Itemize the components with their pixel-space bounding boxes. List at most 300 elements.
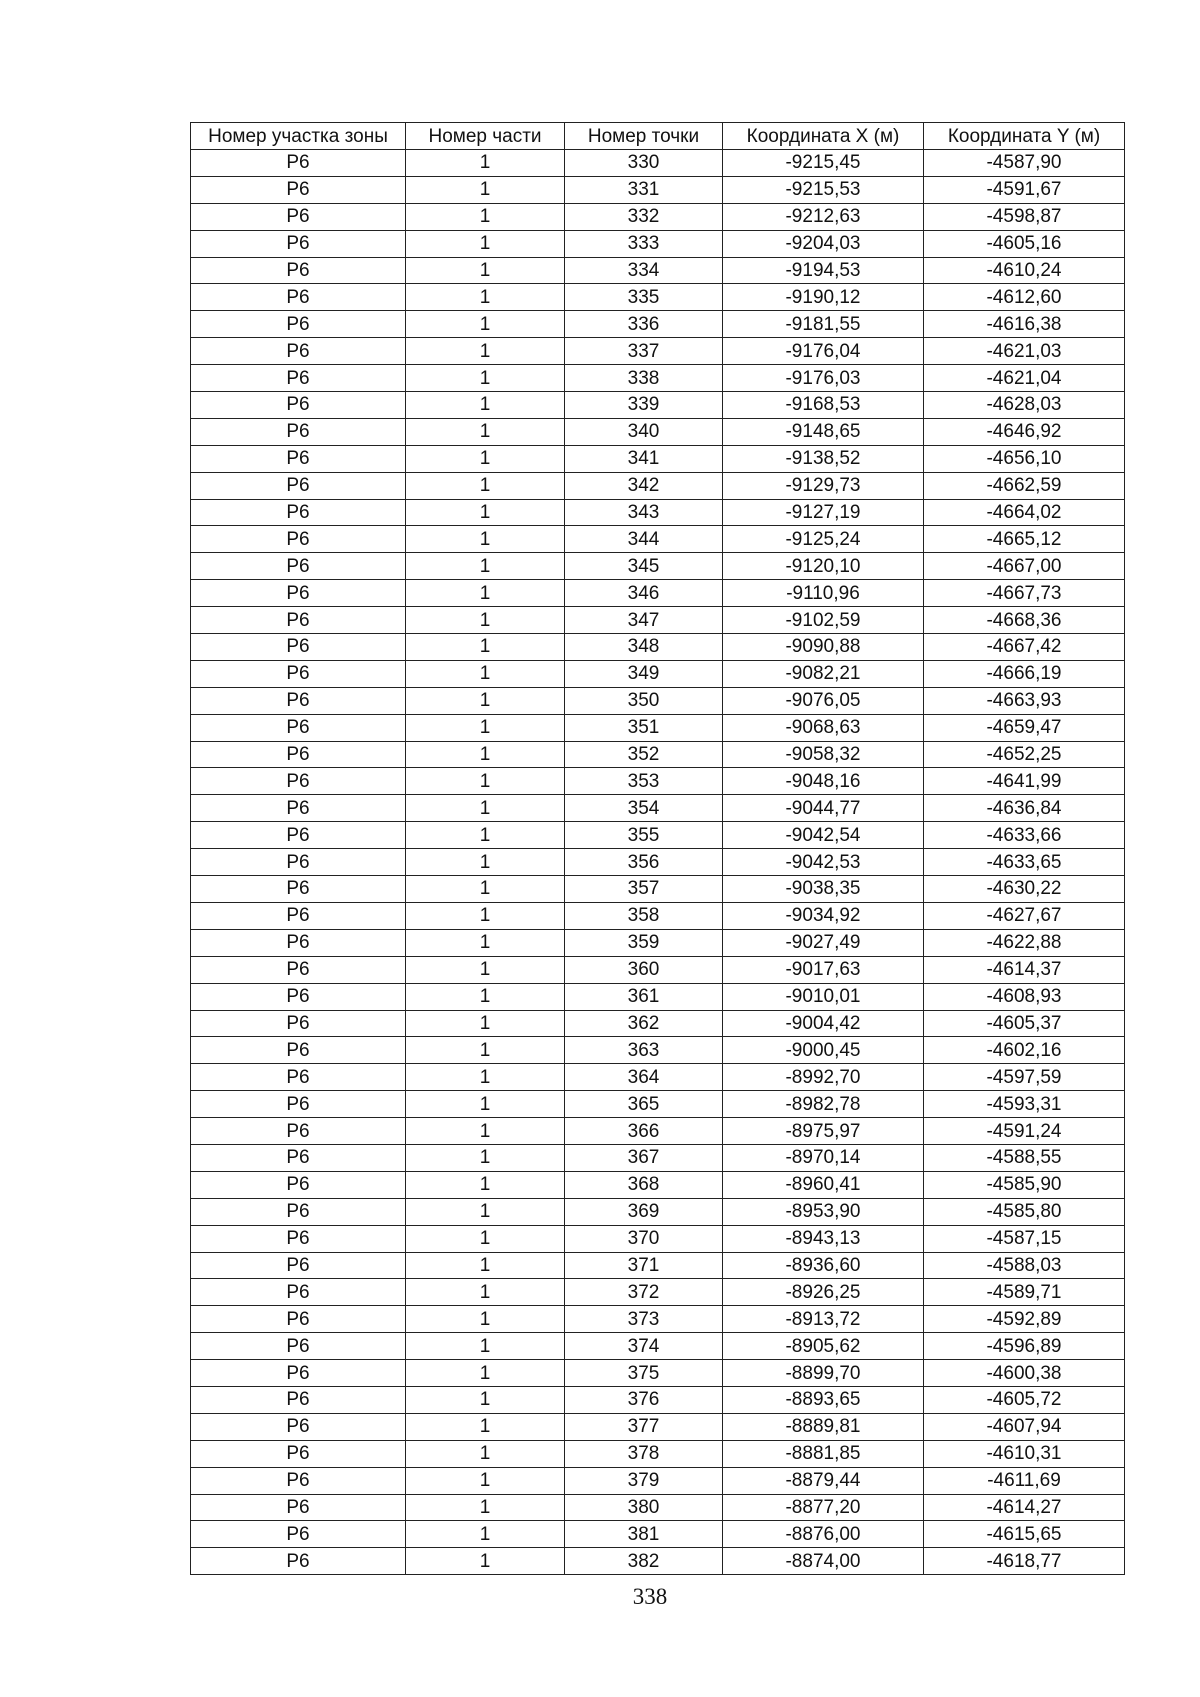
coordinate-x-cell: -9010,01 — [723, 983, 924, 1010]
coordinate-x-cell: -8899,70 — [723, 1360, 924, 1387]
zone-section-cell: Р6 — [191, 365, 406, 392]
zone-section-cell: Р6 — [191, 284, 406, 311]
coordinate-y-cell: -4607,94 — [924, 1413, 1125, 1440]
point-number-cell: 381 — [565, 1521, 723, 1548]
table-row — [191, 1171, 1125, 1198]
zone-section-cell: Р6 — [191, 1118, 406, 1145]
table-row — [191, 1440, 1125, 1467]
zone-section-cell: Р6 — [191, 849, 406, 876]
coordinate-y-cell: -4666,19 — [924, 660, 1125, 687]
coordinate-y-cell: -4587,90 — [924, 150, 1125, 177]
part-number-cell: 1 — [406, 634, 565, 661]
zone-section-cell: Р6 — [191, 203, 406, 230]
table-row — [191, 418, 1125, 445]
point-number-cell: 333 — [565, 230, 723, 257]
part-number-cell: 1 — [406, 1037, 565, 1064]
point-number-cell: 368 — [565, 1171, 723, 1198]
point-number-cell: 342 — [565, 472, 723, 499]
table-row — [191, 1413, 1125, 1440]
coordinate-x-cell: -9190,12 — [723, 284, 924, 311]
zone-section-cell: Р6 — [191, 687, 406, 714]
coordinate-x-cell: -8889,81 — [723, 1413, 924, 1440]
coordinate-x-cell: -9004,42 — [723, 1010, 924, 1037]
table-row — [191, 1198, 1125, 1225]
zone-section-cell: Р6 — [191, 311, 406, 338]
table-row — [191, 714, 1125, 741]
zone-section-cell: Р6 — [191, 526, 406, 553]
part-number-cell: 1 — [406, 1225, 565, 1252]
coordinate-y-cell: -4641,99 — [924, 768, 1125, 795]
part-number-cell: 1 — [406, 822, 565, 849]
point-number-cell: 367 — [565, 1144, 723, 1171]
coordinate-y-cell: -4627,67 — [924, 902, 1125, 929]
part-number-cell: 1 — [406, 902, 565, 929]
zone-section-cell: Р6 — [191, 1037, 406, 1064]
point-number-cell: 364 — [565, 1064, 723, 1091]
coordinate-x-cell: -9110,96 — [723, 580, 924, 607]
coordinate-y-cell: -4605,37 — [924, 1010, 1125, 1037]
part-number-cell: 1 — [406, 687, 565, 714]
part-number-cell: 1 — [406, 392, 565, 419]
table-row — [191, 929, 1125, 956]
zone-section-cell: Р6 — [191, 1198, 406, 1225]
coordinate-y-cell: -4614,27 — [924, 1494, 1125, 1521]
point-number-cell: 334 — [565, 257, 723, 284]
table-row — [191, 1118, 1125, 1145]
point-number-cell: 379 — [565, 1467, 723, 1494]
part-number-cell: 1 — [406, 257, 565, 284]
coordinate-x-cell: -9102,59 — [723, 607, 924, 634]
table-row — [191, 526, 1125, 553]
table-row — [191, 1386, 1125, 1413]
point-number-cell: 344 — [565, 526, 723, 553]
part-number-cell: 1 — [406, 714, 565, 741]
table-row — [191, 499, 1125, 526]
coordinate-y-cell: -4591,67 — [924, 176, 1125, 203]
coordinate-x-cell: -8992,70 — [723, 1064, 924, 1091]
coordinate-x-cell: -9017,63 — [723, 956, 924, 983]
point-number-cell: 337 — [565, 338, 723, 365]
coordinate-y-cell: -4636,84 — [924, 795, 1125, 822]
table-row — [191, 687, 1125, 714]
point-number-cell: 363 — [565, 1037, 723, 1064]
table-body — [191, 150, 1125, 1575]
part-number-cell: 1 — [406, 956, 565, 983]
coordinate-x-cell: -8874,00 — [723, 1548, 924, 1575]
coordinate-y-cell: -4618,77 — [924, 1548, 1125, 1575]
coordinate-y-cell: -4662,59 — [924, 472, 1125, 499]
point-number-cell: 336 — [565, 311, 723, 338]
point-number-cell: 359 — [565, 929, 723, 956]
coordinate-x-cell: -9042,53 — [723, 849, 924, 876]
part-number-cell: 1 — [406, 1494, 565, 1521]
coordinate-y-cell: -4585,80 — [924, 1198, 1125, 1225]
table-row — [191, 176, 1125, 203]
table-row — [191, 876, 1125, 903]
coordinate-y-cell: -4588,03 — [924, 1252, 1125, 1279]
coordinate-y-cell: -4587,15 — [924, 1225, 1125, 1252]
header-row — [191, 123, 1125, 150]
coordinate-y-cell: -4646,92 — [924, 418, 1125, 445]
table-row — [191, 1225, 1125, 1252]
zone-section-cell: Р6 — [191, 1386, 406, 1413]
part-number-cell: 1 — [406, 849, 565, 876]
coordinate-x-cell: -8943,13 — [723, 1225, 924, 1252]
point-number-cell: 353 — [565, 768, 723, 795]
table-row — [191, 365, 1125, 392]
table-row — [191, 1144, 1125, 1171]
part-number-cell: 1 — [406, 1521, 565, 1548]
table-row — [191, 1548, 1125, 1575]
table-row — [191, 1494, 1125, 1521]
coordinate-y-cell: -4610,31 — [924, 1440, 1125, 1467]
table-row — [191, 902, 1125, 929]
coordinate-y-cell: -4665,12 — [924, 526, 1125, 553]
zone-section-cell: Р6 — [191, 1091, 406, 1118]
zone-section-cell: Р6 — [191, 150, 406, 177]
table-row — [191, 1360, 1125, 1387]
coordinate-y-cell: -4600,38 — [924, 1360, 1125, 1387]
table-row — [191, 472, 1125, 499]
part-number-cell: 1 — [406, 150, 565, 177]
table-row — [191, 392, 1125, 419]
table-row — [191, 257, 1125, 284]
coordinate-y-cell: -4612,60 — [924, 284, 1125, 311]
zone-section-cell: Р6 — [191, 1494, 406, 1521]
table-row — [191, 553, 1125, 580]
table-row — [191, 1037, 1125, 1064]
coordinate-x-cell: -9000,45 — [723, 1037, 924, 1064]
part-number-cell: 1 — [406, 1118, 565, 1145]
coordinate-x-cell: -9058,32 — [723, 741, 924, 768]
table-row — [191, 822, 1125, 849]
coordinate-y-cell: -4615,65 — [924, 1521, 1125, 1548]
part-number-cell: 1 — [406, 1440, 565, 1467]
part-number-cell: 1 — [406, 365, 565, 392]
zone-section-cell: Р6 — [191, 876, 406, 903]
zone-section-cell: Р6 — [191, 580, 406, 607]
table-header — [191, 123, 1125, 150]
coordinate-x-cell: -9168,53 — [723, 392, 924, 419]
table-row — [191, 983, 1125, 1010]
point-number-cell: 378 — [565, 1440, 723, 1467]
coordinate-x-cell: -8953,90 — [723, 1198, 924, 1225]
table-row — [191, 768, 1125, 795]
part-number-cell: 1 — [406, 230, 565, 257]
coordinate-y-cell: -4621,04 — [924, 365, 1125, 392]
part-number-cell: 1 — [406, 1279, 565, 1306]
zone-section-cell: Р6 — [191, 338, 406, 365]
part-number-cell: 1 — [406, 1548, 565, 1575]
table-row — [191, 660, 1125, 687]
point-number-cell: 372 — [565, 1279, 723, 1306]
table-row — [191, 1306, 1125, 1333]
coordinate-y-cell: -4628,03 — [924, 392, 1125, 419]
point-number-cell: 343 — [565, 499, 723, 526]
zone-section-cell: Р6 — [191, 1360, 406, 1387]
zone-section-cell: Р6 — [191, 660, 406, 687]
table-row — [191, 284, 1125, 311]
zone-section-cell: Р6 — [191, 1548, 406, 1575]
coordinate-y-cell: -4585,90 — [924, 1171, 1125, 1198]
part-number-cell: 1 — [406, 1252, 565, 1279]
point-number-cell: 362 — [565, 1010, 723, 1037]
coordinate-y-cell: -4622,88 — [924, 929, 1125, 956]
zone-section-cell: Р6 — [191, 257, 406, 284]
zone-section-cell: Р6 — [191, 1521, 406, 1548]
point-number-cell: 352 — [565, 741, 723, 768]
part-number-cell: 1 — [406, 1144, 565, 1171]
part-number-cell: 1 — [406, 1091, 565, 1118]
coordinate-y-cell: -4633,65 — [924, 849, 1125, 876]
coordinate-y-cell: -4602,16 — [924, 1037, 1125, 1064]
coordinate-x-cell: -9194,53 — [723, 257, 924, 284]
zone-section-cell: Р6 — [191, 1467, 406, 1494]
zone-section-cell: Р6 — [191, 445, 406, 472]
table-row — [191, 203, 1125, 230]
point-number-cell: 350 — [565, 687, 723, 714]
table-row — [191, 849, 1125, 876]
part-number-cell: 1 — [406, 553, 565, 580]
coordinate-y-cell: -4589,71 — [924, 1279, 1125, 1306]
table-row — [191, 1279, 1125, 1306]
part-number-cell: 1 — [406, 338, 565, 365]
coordinate-x-cell: -9048,16 — [723, 768, 924, 795]
coordinate-y-cell: -4667,42 — [924, 634, 1125, 661]
zone-section-cell: Р6 — [191, 1010, 406, 1037]
part-number-cell: 1 — [406, 1333, 565, 1360]
table-row — [191, 150, 1125, 177]
coordinate-y-cell: -4597,59 — [924, 1064, 1125, 1091]
zone-section-cell: Р6 — [191, 1279, 406, 1306]
coordinate-x-cell: -8881,85 — [723, 1440, 924, 1467]
zone-section-cell: Р6 — [191, 1306, 406, 1333]
part-number-cell: 1 — [406, 768, 565, 795]
coordinate-y-cell: -4667,73 — [924, 580, 1125, 607]
page-number: 338 — [632, 1584, 668, 1609]
part-number-cell: 1 — [406, 983, 565, 1010]
part-number-cell: 1 — [406, 795, 565, 822]
coordinate-x-cell: -8905,62 — [723, 1333, 924, 1360]
zone-section-cell: Р6 — [191, 418, 406, 445]
part-number-cell: 1 — [406, 876, 565, 903]
coordinate-x-cell: -8982,78 — [723, 1091, 924, 1118]
coordinate-x-cell: -8975,97 — [723, 1118, 924, 1145]
header-coordinate-x: Координата X (м) — [723, 123, 924, 150]
table-row — [191, 795, 1125, 822]
coordinate-x-cell: -9068,63 — [723, 714, 924, 741]
point-number-cell: 382 — [565, 1548, 723, 1575]
part-number-cell: 1 — [406, 203, 565, 230]
part-number-cell: 1 — [406, 526, 565, 553]
header-point-number: Номер точки — [565, 123, 723, 150]
coordinate-y-cell: -4652,25 — [924, 741, 1125, 768]
zone-section-cell: Р6 — [191, 472, 406, 499]
part-number-cell: 1 — [406, 418, 565, 445]
coordinate-x-cell: -9034,92 — [723, 902, 924, 929]
point-number-cell: 358 — [565, 902, 723, 929]
table-row — [191, 338, 1125, 365]
coordinate-x-cell: -8926,25 — [723, 1279, 924, 1306]
coordinate-y-cell: -4610,24 — [924, 257, 1125, 284]
coordinate-x-cell: -9044,77 — [723, 795, 924, 822]
coordinate-x-cell: -9076,05 — [723, 687, 924, 714]
header-zone-section: Номер участка зоны — [191, 123, 406, 150]
table-row — [191, 1467, 1125, 1494]
coordinate-x-cell: -9027,49 — [723, 929, 924, 956]
table-row — [191, 1010, 1125, 1037]
point-number-cell: 365 — [565, 1091, 723, 1118]
zone-section-cell: Р6 — [191, 902, 406, 929]
coordinate-x-cell: -9204,03 — [723, 230, 924, 257]
coordinate-x-cell: -8893,65 — [723, 1386, 924, 1413]
coordinate-x-cell: -9176,04 — [723, 338, 924, 365]
part-number-cell: 1 — [406, 1171, 565, 1198]
zone-section-cell: Р6 — [191, 1440, 406, 1467]
part-number-cell: 1 — [406, 580, 565, 607]
coordinate-y-cell: -4591,24 — [924, 1118, 1125, 1145]
coordinate-x-cell: -9138,52 — [723, 445, 924, 472]
point-number-cell: 338 — [565, 365, 723, 392]
point-number-cell: 345 — [565, 553, 723, 580]
coordinate-y-cell: -4608,93 — [924, 983, 1125, 1010]
coordinate-y-cell: -4605,72 — [924, 1386, 1125, 1413]
part-number-cell: 1 — [406, 1064, 565, 1091]
point-number-cell: 376 — [565, 1386, 723, 1413]
zone-section-cell: Р6 — [191, 929, 406, 956]
point-number-cell: 347 — [565, 607, 723, 634]
coordinate-y-cell: -4614,37 — [924, 956, 1125, 983]
part-number-cell: 1 — [406, 284, 565, 311]
point-number-cell: 331 — [565, 176, 723, 203]
point-number-cell: 377 — [565, 1413, 723, 1440]
coordinate-x-cell: -9082,21 — [723, 660, 924, 687]
coordinates-table — [190, 122, 1125, 1575]
point-number-cell: 355 — [565, 822, 723, 849]
part-number-cell: 1 — [406, 741, 565, 768]
zone-section-cell: Р6 — [191, 1225, 406, 1252]
part-number-cell: 1 — [406, 1198, 565, 1225]
point-number-cell: 348 — [565, 634, 723, 661]
zone-section-cell: Р6 — [191, 607, 406, 634]
coordinate-y-cell: -4605,16 — [924, 230, 1125, 257]
zone-section-cell: Р6 — [191, 1252, 406, 1279]
point-number-cell: 351 — [565, 714, 723, 741]
coordinate-x-cell: -9148,65 — [723, 418, 924, 445]
part-number-cell: 1 — [406, 929, 565, 956]
table-row — [191, 1521, 1125, 1548]
header-part-number: Номер части — [406, 123, 565, 150]
table-row — [191, 607, 1125, 634]
coordinate-x-cell: -9176,03 — [723, 365, 924, 392]
point-number-cell: 349 — [565, 660, 723, 687]
zone-section-cell: Р6 — [191, 983, 406, 1010]
point-number-cell: 369 — [565, 1198, 723, 1225]
part-number-cell: 1 — [406, 1010, 565, 1037]
point-number-cell: 330 — [565, 150, 723, 177]
zone-section-cell: Р6 — [191, 714, 406, 741]
table-row — [191, 1091, 1125, 1118]
coordinate-x-cell: -9129,73 — [723, 472, 924, 499]
table-row — [191, 741, 1125, 768]
zone-section-cell: Р6 — [191, 795, 406, 822]
point-number-cell: 366 — [565, 1118, 723, 1145]
point-number-cell: 373 — [565, 1306, 723, 1333]
point-number-cell: 371 — [565, 1252, 723, 1279]
part-number-cell: 1 — [406, 176, 565, 203]
coordinate-y-cell: -4611,69 — [924, 1467, 1125, 1494]
part-number-cell: 1 — [406, 499, 565, 526]
coordinate-x-cell: -8877,20 — [723, 1494, 924, 1521]
coordinate-y-cell: -4664,02 — [924, 499, 1125, 526]
zone-section-cell: Р6 — [191, 553, 406, 580]
point-number-cell: 340 — [565, 418, 723, 445]
coordinate-y-cell: -4663,93 — [924, 687, 1125, 714]
table-row — [191, 445, 1125, 472]
coordinate-y-cell: -4592,89 — [924, 1306, 1125, 1333]
coordinate-x-cell: -9127,19 — [723, 499, 924, 526]
coordinate-x-cell: -9038,35 — [723, 876, 924, 903]
zone-section-cell: Р6 — [191, 956, 406, 983]
coordinate-x-cell: -9181,55 — [723, 311, 924, 338]
point-number-cell: 339 — [565, 392, 723, 419]
table-row — [191, 1064, 1125, 1091]
point-number-cell: 374 — [565, 1333, 723, 1360]
zone-section-cell: Р6 — [191, 392, 406, 419]
coordinate-x-cell: -8970,14 — [723, 1144, 924, 1171]
part-number-cell: 1 — [406, 472, 565, 499]
coordinate-x-cell: -8879,44 — [723, 1467, 924, 1494]
point-number-cell: 375 — [565, 1360, 723, 1387]
coordinate-y-cell: -4630,22 — [924, 876, 1125, 903]
point-number-cell: 335 — [565, 284, 723, 311]
part-number-cell: 1 — [406, 660, 565, 687]
part-number-cell: 1 — [406, 607, 565, 634]
point-number-cell: 380 — [565, 1494, 723, 1521]
table-row — [191, 1333, 1125, 1360]
point-number-cell: 370 — [565, 1225, 723, 1252]
coordinate-y-cell: -4667,00 — [924, 553, 1125, 580]
table-row — [191, 311, 1125, 338]
coordinate-x-cell: -9125,24 — [723, 526, 924, 553]
zone-section-cell: Р6 — [191, 499, 406, 526]
table-row — [191, 580, 1125, 607]
coordinate-y-cell: -4616,38 — [924, 311, 1125, 338]
zone-section-cell: Р6 — [191, 768, 406, 795]
coordinate-x-cell: -9090,88 — [723, 634, 924, 661]
point-number-cell: 346 — [565, 580, 723, 607]
zone-section-cell: Р6 — [191, 1144, 406, 1171]
point-number-cell: 332 — [565, 203, 723, 230]
part-number-cell: 1 — [406, 1306, 565, 1333]
table-row — [191, 634, 1125, 661]
zone-section-cell: Р6 — [191, 230, 406, 257]
coordinate-y-cell: -4659,47 — [924, 714, 1125, 741]
coordinate-x-cell: -9215,45 — [723, 150, 924, 177]
point-number-cell: 356 — [565, 849, 723, 876]
part-number-cell: 1 — [406, 311, 565, 338]
coordinate-x-cell: -8960,41 — [723, 1171, 924, 1198]
zone-section-cell: Р6 — [191, 1333, 406, 1360]
header-coordinate-y: Координата Y (м) — [924, 123, 1125, 150]
point-number-cell: 341 — [565, 445, 723, 472]
part-number-cell: 1 — [406, 1467, 565, 1494]
zone-section-cell: Р6 — [191, 1064, 406, 1091]
table-row — [191, 956, 1125, 983]
table-row — [191, 230, 1125, 257]
point-number-cell: 360 — [565, 956, 723, 983]
zone-section-cell: Р6 — [191, 1171, 406, 1198]
